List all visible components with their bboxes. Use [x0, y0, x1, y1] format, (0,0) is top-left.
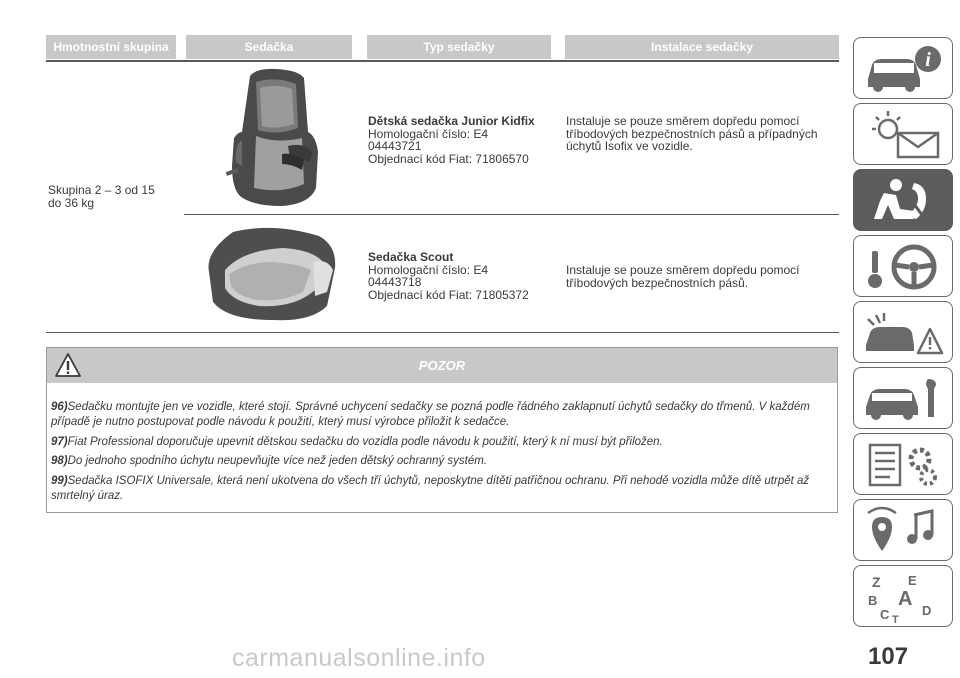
car-info-icon [862, 43, 946, 95]
junior-kidfix-seat-image [212, 66, 342, 212]
tab-safety[interactable] [853, 169, 953, 231]
row-divider [184, 214, 839, 215]
tab-multimedia[interactable] [853, 499, 953, 561]
header-seat-type: Typ sedačky [367, 35, 551, 59]
technical-data-icon [862, 439, 946, 491]
warning-header [47, 348, 837, 383]
header-seat: Sedačka [186, 35, 352, 59]
tab-car-info[interactable] [853, 37, 953, 99]
header-rule [46, 60, 839, 62]
index-letter: T [892, 614, 899, 623]
seat-details: Homologační číslo: E4 04443718 Objednací kód Fiat: 71805372 [368, 262, 529, 302]
weight-group-label: Skupina 2 – 3 od 15 do 36 kg [48, 183, 155, 210]
warning-title: POZOR [418, 358, 466, 373]
seat-name: Sedačka Scout [368, 250, 454, 264]
warning-item: 96)Sedačku montujte jen ve vozidle, které stojí. Správné uchycení sedačky se pozná podle řádného zaklapnutí úchytů sedačky do třmenů. V každém případě je nutno postupovat podle návodu k použití, který musí výrobce přiložit k sedačce. [51, 401, 810, 428]
seat-name: Dětská sedačka Junior Kidfix [368, 114, 535, 128]
warning-item: 98)Do jednoho spodního úchytu neupevňujte více než jeden dětský ochranný systém. [51, 455, 488, 467]
header-seat-installation: Instalace sedačky [565, 35, 839, 59]
seat-safety-icon [862, 175, 946, 227]
index-letter: D [922, 603, 932, 618]
index-letter: Z [872, 574, 881, 590]
index-letter: E [908, 573, 917, 588]
warning-triangle-icon [55, 353, 81, 377]
index-letter: C [880, 607, 890, 622]
warning-item: 99)Sedačka ISOFIX Universale, která není ukotvena do všech tří úchytů, neposkytne dítěti patřičnou ochranu. Při nehodě vozidla může dítě utrpět až smrtelný úraz. [51, 475, 810, 502]
watermark: carmanualsonline.info [232, 644, 486, 672]
tab-technical-data[interactable] [853, 433, 953, 495]
header-weight-group: Hmotnostní skupina [46, 35, 176, 59]
warning-item: 97)Fiat Professional doporučuje upevnit dětskou sedačku do vozidla podle návodu k použití, který k ní musí být přiložen. [51, 436, 663, 448]
index-letter: A [898, 588, 913, 610]
tab-maintenance[interactable] [853, 367, 953, 429]
index-letter: B [868, 593, 878, 608]
installation-cell-1: Instaluje se pouze směrem dopředu pomocí tříbodových bezpečnostních pásů a případných úchytů Isofix ve vozidle. [566, 114, 818, 153]
dashboard-lights-icon [862, 109, 946, 161]
tab-emergency[interactable] [853, 301, 953, 363]
car-emergency-icon [862, 307, 946, 359]
scout-booster-seat-image [203, 222, 343, 324]
seat-type-cell-2 [368, 251, 558, 301]
steering-wheel-icon [862, 241, 946, 293]
page-number: 107 [868, 643, 909, 670]
tab-alphabetical-index[interactable] [853, 565, 953, 627]
tab-dashboard-lights[interactable] [853, 103, 953, 165]
car-maintenance-icon [862, 373, 946, 425]
tab-starting-driving[interactable] [853, 235, 953, 297]
seat-details: Homologační číslo: E4 04443721 Objednací kód Fiat: 71806570 [368, 126, 529, 166]
multimedia-icon [862, 505, 946, 557]
svg-text:i: i [925, 49, 931, 71]
installation-cell-2: Instaluje se pouze směrem dopředu pomocí tříbodových bezpečnostních pásů. [566, 263, 800, 290]
seat-type-cell-1 [368, 115, 558, 165]
alphabetical-index-icon [862, 571, 946, 623]
warning-box [46, 347, 838, 513]
table-bottom-rule [46, 332, 839, 333]
